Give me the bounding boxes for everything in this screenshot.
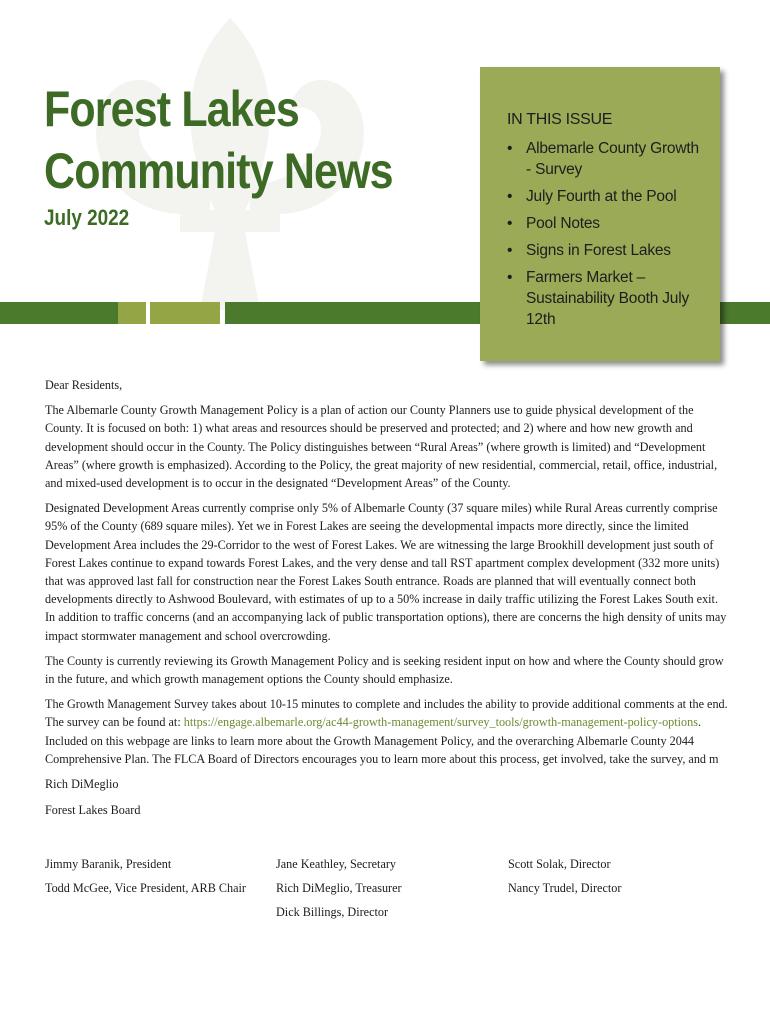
issue-item-label: Signs in Forest Lakes (526, 242, 671, 259)
bullet-icon: • (507, 215, 513, 232)
issue-item (507, 138, 706, 180)
issue-item-label: Farmers Market – Sustainability Booth July 12th (526, 269, 690, 328)
signature-block (45, 775, 729, 819)
paragraph (45, 695, 729, 768)
newsletter-title (44, 78, 393, 202)
greeting: Dear Residents, (45, 378, 123, 392)
in-this-issue-box (480, 67, 720, 361)
letter-body (45, 376, 729, 827)
board-member: Todd McGee, Vice President, ARB Chair (45, 881, 246, 895)
header-stripe-segment (118, 302, 146, 324)
paragraph: Designated Development Areas currently comprise only 5% of Albemarle County (37 square miles) while Rural Areas currently comprise 95% of the County (689 square miles). Yet we in Forest Lakes are seeing the developmental impacts more directly, since the limited Development Area includes the 29-Corridor to the west of Forest Lakes. We are witnessing the large Brookhill development just south of Forest Lakes continue to expand towards Forest Lakes, and the very dense and tall RST apartment complex development (332 more units) that was approved last fall for construction near the Forest Lakes South entrance. Roads are planned that will eventually connect both developments directly to Ashwood Boulevard, with estimates of up to a 50% increase in daily traffic utilizing the Forest Lakes South exit. In addition to traffic concerns (and an accompanying lack of public transportation options), there are concerns the high density of units may impact stormwater management and school overcrowding. (45, 501, 727, 643)
issue-item-label: Albemarle County Growth - Survey (526, 140, 699, 178)
bullet-icon: • (507, 269, 513, 286)
board-member: Nancy Trudel, Director (508, 881, 622, 895)
signature-org: Forest Lakes Board (45, 803, 141, 818)
issue-item-label: Pool Notes (526, 215, 600, 232)
roster-column (45, 855, 246, 903)
board-member: Jimmy Baranik, President (45, 857, 172, 871)
paragraph-text: The Growth Management Survey takes about 10-15 minutes to complete and includes the ability to provide additional comments at the end. The survey can be found at: (45, 697, 728, 730)
header-stripe-segment (225, 302, 480, 324)
in-this-issue-heading: IN THIS ISSUE (507, 111, 613, 128)
roster-column (276, 855, 402, 927)
issue-date: July 2022 (44, 205, 130, 230)
board-member: Rich DiMeglio, Treasurer (276, 881, 402, 895)
board-member: Jane Keathley, Secretary (276, 857, 397, 871)
bullet-icon: • (507, 188, 513, 205)
header-stripe-segment (720, 302, 770, 324)
signature-name: Rich DiMeglio (45, 777, 119, 792)
paragraph: The Albemarle County Growth Management Policy is a plan of action our County Planners use to guide physical development of the County. It is focused on both: 1) what areas and resources should be preserved and protected; and 2) where and how new growth and development should occur in the County. The Policy distinguishes between “Rural Areas” (where growth is limited) and “Development Areas” (where growth is emphasized). According to the Policy, the great majority of new residential, commercial, retail, office, industrial, and mixed-used development is to occur in the designated “Development Areas” of the County. (45, 403, 718, 491)
survey-link[interactable]: https://engage.albemarle.org/ac44-growth-management/survey_tools/growth-management-policy-options (183, 715, 698, 730)
header-stripe-segment (150, 302, 220, 324)
issue-item-label: July Fourth at the Pool (526, 188, 677, 205)
header-stripe-segment (0, 302, 118, 324)
roster-column (508, 855, 621, 903)
issue-contents-list (507, 138, 706, 330)
bullet-icon: • (507, 242, 513, 259)
paragraph-text: . Included on this webpage are links to learn more about the Growth Management Policy, and the overarching Albemarle County 2044 Comprehensive Plan. The FLCA Board of Directors encourages you to learn more about this process, get involved, take the survey, and m (45, 715, 719, 766)
issue-item (507, 213, 706, 234)
issue-item (507, 186, 706, 207)
paragraph: The County is currently reviewing its Growth Management Policy and is seeking resident input on how and where the County should grow in the future, and which growth management options the County should emphasize. (45, 653, 724, 687)
issue-item (507, 267, 706, 330)
issue-item (507, 240, 706, 261)
title-line-1: Forest Lakes (44, 81, 299, 137)
board-member: Scott Solak, Director (508, 857, 611, 871)
bullet-icon: • (507, 140, 513, 157)
title-line-2: Community News (44, 143, 393, 199)
board-member: Dick Billings, Director (276, 905, 389, 919)
